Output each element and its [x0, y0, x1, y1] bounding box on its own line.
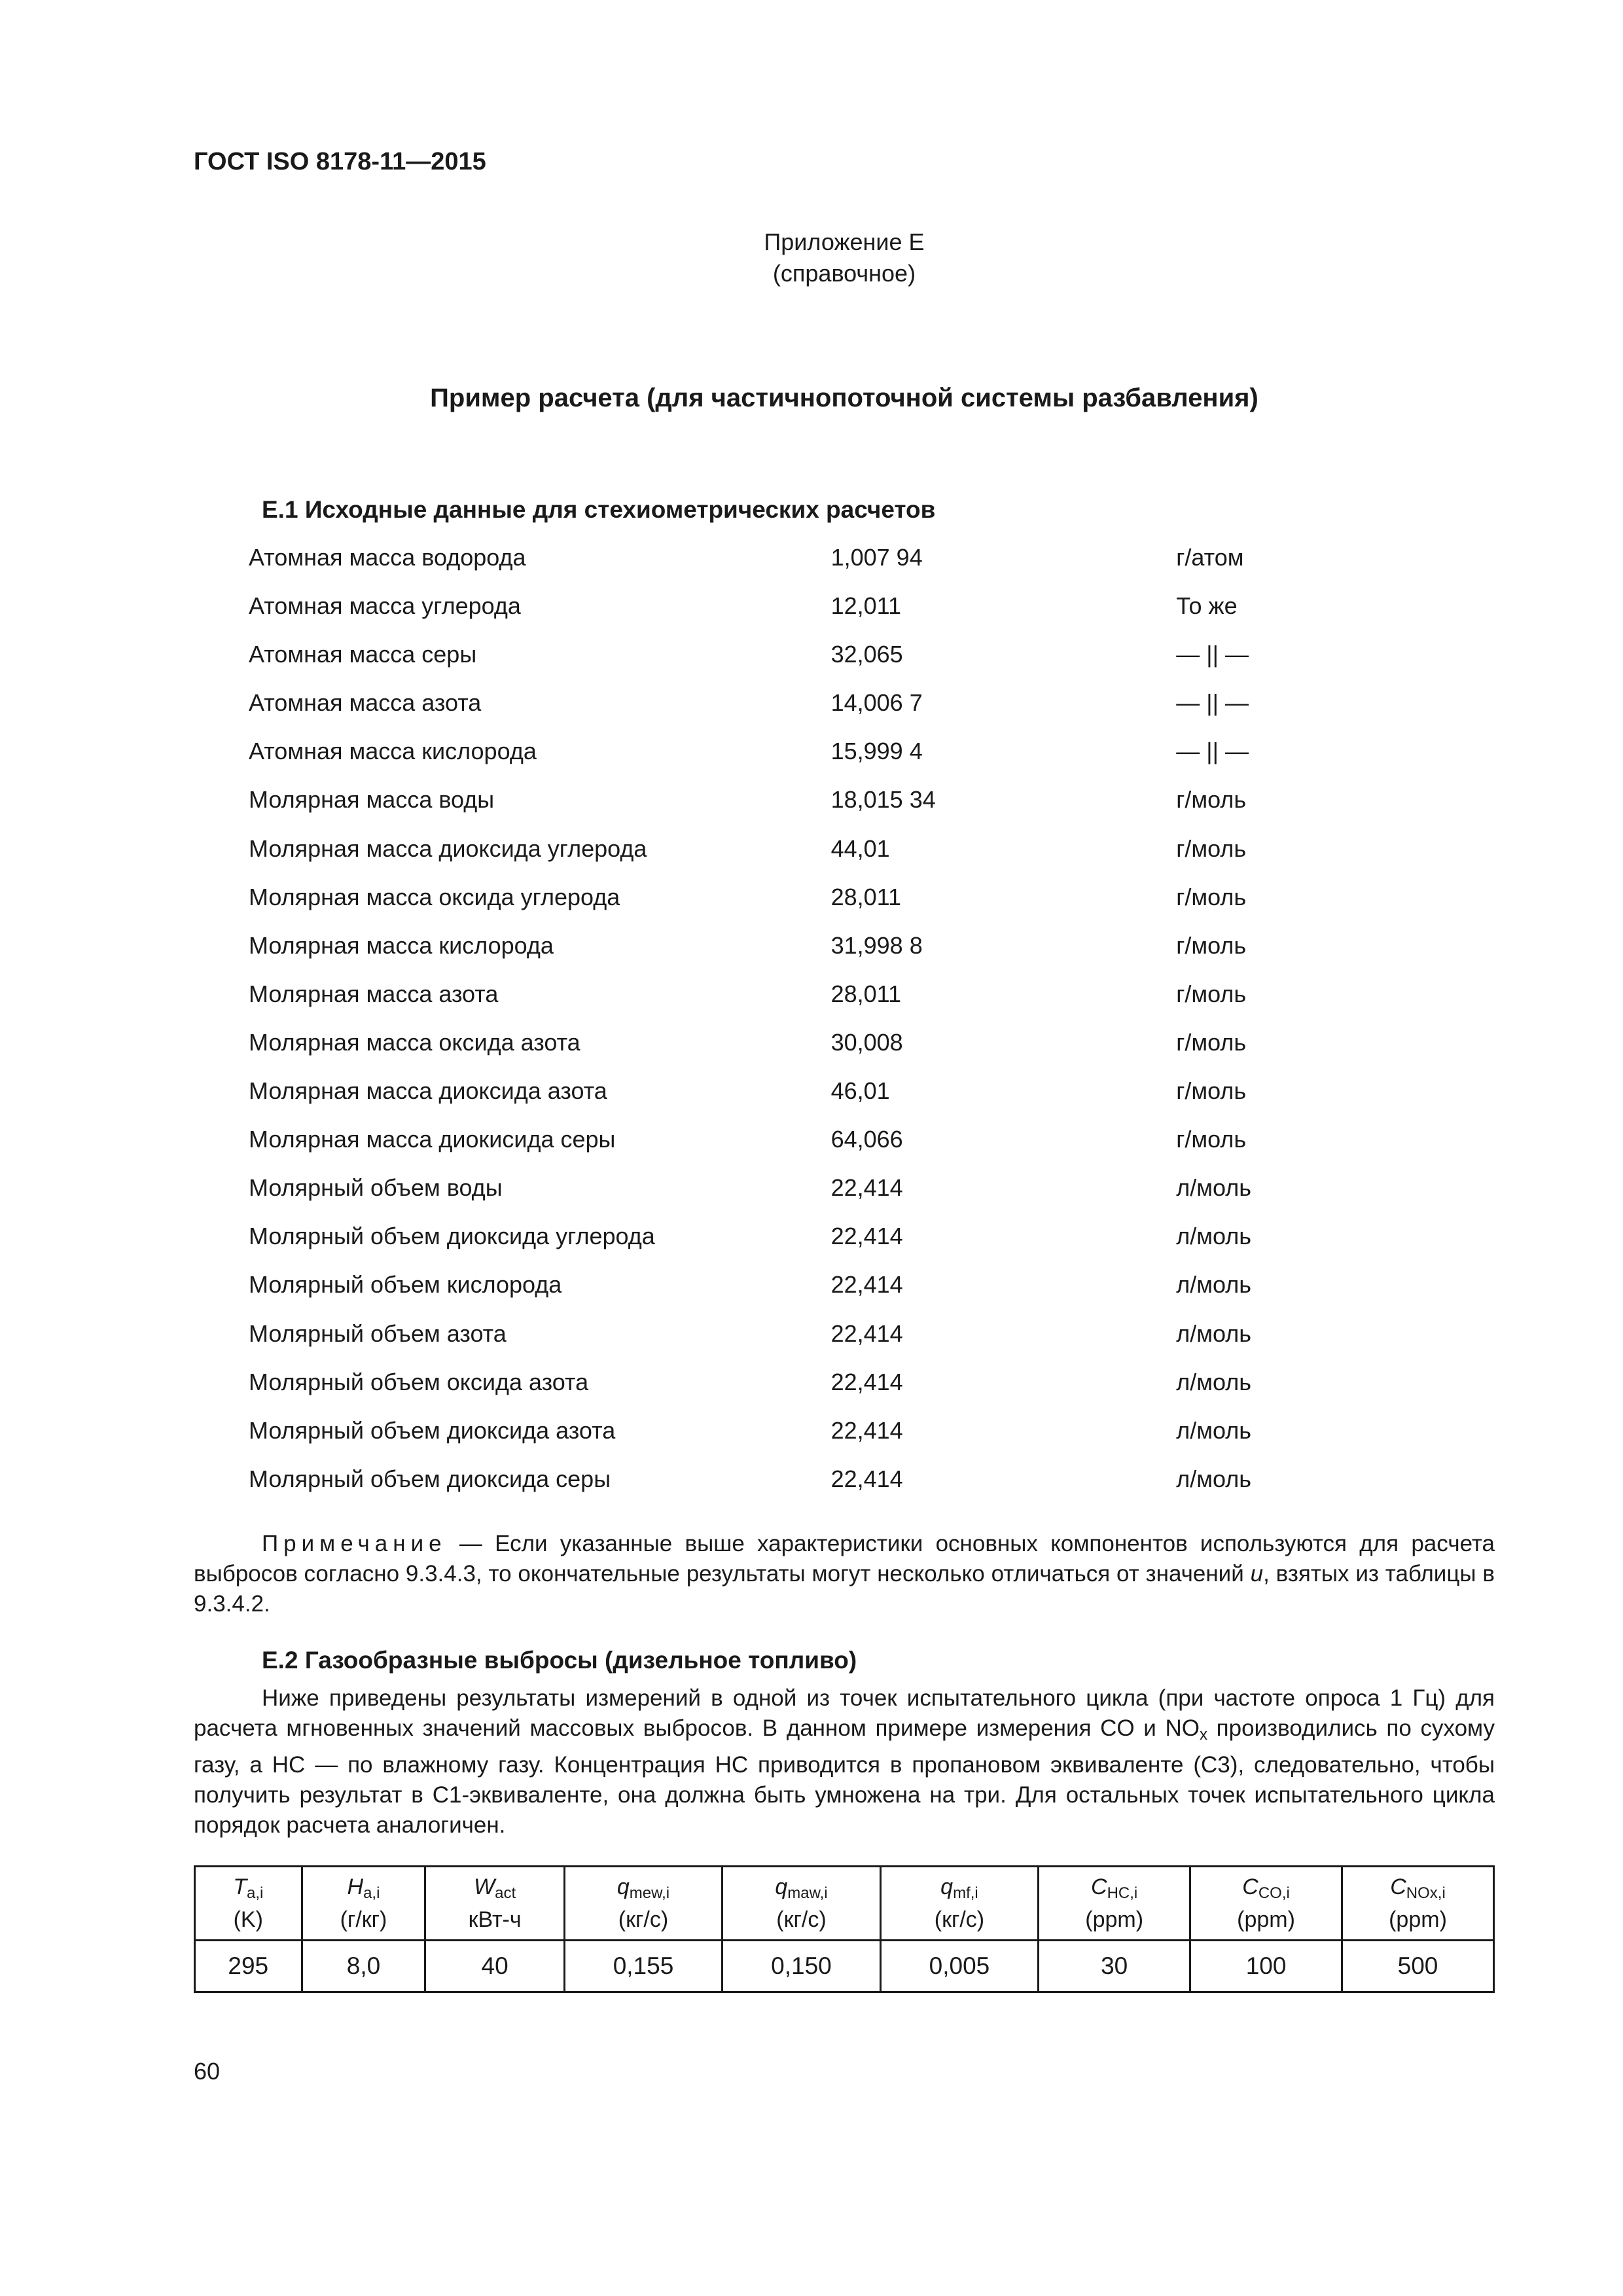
column-subscript: maw,i [787, 1884, 828, 1902]
section-e2-text-1: Ниже приведены результаты измерений в одной из точек испытательного цикла (при частоте опроса 1 Гц) для расчета мгновенных значений массовых выбросов. В данном примере измерения CO и NO [194, 1685, 1495, 1741]
table-cell: 295 [195, 1941, 302, 1992]
column-subscript: NOx,i [1406, 1884, 1446, 1902]
column-symbol: q [940, 1874, 954, 1899]
column-unit: (ppm) [1085, 1907, 1144, 1932]
constant-value: 28,011 [830, 883, 902, 910]
constant-value: 46,01 [830, 1077, 890, 1105]
constant-unit: л/моль [1176, 1465, 1252, 1492]
column-unit: (кг/с) [776, 1907, 827, 1932]
note-text: — Если указанные выше характеристики основных компонентов используются для расчета выбросов согласно 9.3.4.3, то окончательные результаты могут несколько отличаться от значений [194, 1531, 1495, 1587]
measurement-table [194, 1865, 1495, 1993]
column-header [1342, 1867, 1494, 1941]
constant-unit: — || — [1176, 641, 1249, 668]
constant-unit: — || — [1176, 689, 1249, 717]
constant-value: 32,065 [830, 641, 903, 668]
list-item [249, 882, 1361, 930]
column-subscript: act [495, 1884, 516, 1902]
constant-unit: г/моль [1176, 1077, 1247, 1105]
section-e1-heading: Е.1 Исходные данные для стехиометрических расчетов [262, 496, 936, 523]
column-header [195, 1867, 302, 1941]
constant-unit: л/моль [1176, 1223, 1252, 1250]
list-item [249, 930, 1361, 978]
constant-name: Молярный объем оксида азота [249, 1368, 589, 1395]
column-unit: кВт-ч [468, 1907, 522, 1932]
constant-name: Атомная масса углерода [249, 592, 521, 620]
note-variable: u [1250, 1561, 1264, 1587]
column-header [722, 1867, 880, 1941]
column-unit: (K) [233, 1907, 263, 1932]
list-item [249, 784, 1361, 833]
constant-value: 14,006 7 [830, 689, 923, 717]
column-subscript: mew,i [629, 1884, 670, 1902]
constant-unit: г/атом [1176, 544, 1244, 571]
list-item [249, 1027, 1361, 1075]
note-label: Примечание [262, 1531, 447, 1556]
constant-value: 22,414 [830, 1174, 903, 1202]
constant-unit: л/моль [1176, 1319, 1252, 1347]
constant-unit: г/моль [1176, 786, 1247, 814]
constant-name: Молярная масса диоксида азота [249, 1077, 607, 1105]
list-item [249, 687, 1361, 736]
list-item [249, 833, 1361, 882]
constant-unit: л/моль [1176, 1174, 1252, 1202]
constant-value: 22,414 [830, 1223, 903, 1250]
column-header [1039, 1867, 1190, 1941]
column-unit: (ppm) [1237, 1907, 1295, 1932]
table-cell: 0,155 [564, 1941, 722, 1992]
list-item [249, 1367, 1361, 1415]
column-unit: (кг/с) [618, 1907, 669, 1932]
list-item [249, 639, 1361, 687]
list-item [249, 590, 1361, 639]
constant-value: 30,008 [830, 1028, 903, 1056]
list-item [249, 1463, 1361, 1512]
table-cell: 40 [425, 1941, 564, 1992]
column-symbol: q [616, 1874, 630, 1899]
appendix-kind: (справочное) [772, 260, 916, 287]
constant-value: 12,011 [830, 592, 902, 620]
constant-unit: г/моль [1176, 883, 1247, 910]
list-item [249, 1124, 1361, 1172]
note-paragraph [194, 1529, 1495, 1619]
constant-name: Атомная масса кислорода [249, 738, 537, 765]
document-header: ГОСТ ISO 8178-11—2015 [194, 148, 486, 175]
column-header [564, 1867, 722, 1941]
constant-unit: г/моль [1176, 980, 1247, 1007]
list-item [249, 736, 1361, 784]
table-header-row [195, 1867, 1494, 1941]
column-unit: (ppm) [1389, 1907, 1447, 1932]
constant-unit: г/моль [1176, 834, 1247, 862]
constant-name: Молярный объем воды [249, 1174, 503, 1202]
constant-name: Молярная масса азота [249, 980, 499, 1007]
list-item [249, 1269, 1361, 1318]
list-item [249, 542, 1361, 590]
table-cell: 500 [1342, 1941, 1494, 1992]
list-item [249, 1318, 1361, 1367]
section-e2-paragraph [194, 1683, 1495, 1840]
constant-name: Атомная масса водорода [249, 544, 526, 571]
constant-name: Молярный объем кислорода [249, 1271, 562, 1299]
constant-name: Атомная масса серы [249, 641, 477, 668]
constant-unit: л/моль [1176, 1271, 1252, 1299]
constant-unit: л/моль [1176, 1416, 1252, 1444]
constant-unit: То же [1176, 592, 1238, 620]
constants-list [249, 542, 1361, 1512]
column-subscript: CO,i [1258, 1884, 1290, 1902]
table-row [195, 1941, 1494, 1992]
page-number: 60 [194, 2058, 221, 2085]
list-item [249, 1172, 1361, 1221]
constant-name: Молярная масса диокисида серы [249, 1126, 616, 1153]
constant-value: 22,414 [830, 1319, 903, 1347]
constant-name: Атомная масса азота [249, 689, 482, 717]
list-item [249, 1221, 1361, 1269]
constant-unit: — || — [1176, 738, 1249, 765]
column-subscript: a,i [246, 1884, 264, 1902]
constant-unit: г/моль [1176, 1126, 1247, 1153]
column-symbol: C [1242, 1874, 1258, 1899]
list-item [249, 1075, 1361, 1124]
table-cell: 8,0 [302, 1941, 425, 1992]
list-item [249, 1415, 1361, 1463]
constant-value: 22,414 [830, 1465, 903, 1492]
column-symbol: H [347, 1874, 364, 1899]
column-symbol: q [775, 1874, 788, 1899]
column-subscript: a,i [363, 1884, 380, 1902]
constant-name: Молярный объем азота [249, 1319, 507, 1347]
column-symbol: W [474, 1874, 495, 1899]
list-item [249, 978, 1361, 1027]
constant-name: Молярная масса диоксида углерода [249, 834, 647, 862]
section-e2-text-2: производились по сухому газу, а HC — по влажному газу. Концентрация HC приводится в пропановом эквиваленте (С3), следовательно, чтобы получить результат в С1-эквиваленте, она должна быть умножена на три. Для остальных точек испытательного цикла порядок расчета аналогичен. [194, 1715, 1495, 1838]
constant-name: Молярная масса оксида углерода [249, 883, 620, 910]
constant-value: 31,998 8 [830, 931, 923, 959]
note-tail: , взятых из таблицы в 9.3.4.2. [194, 1561, 1495, 1617]
constant-value: 22,414 [830, 1368, 903, 1395]
appendix-title: Приложение Е [764, 228, 925, 255]
column-symbol: C [1390, 1874, 1406, 1899]
constant-name: Молярный объем диоксида углерода [249, 1223, 655, 1250]
example-title: Пример расчета (для частичнопоточной системы разбавления) [430, 384, 1258, 412]
column-subscript: HC,i [1107, 1884, 1138, 1902]
table-cell: 0,150 [722, 1941, 880, 1992]
column-subscript: mf,i [953, 1884, 978, 1902]
section-e2-subscript: x [1200, 1726, 1208, 1744]
constant-value: 18,015 34 [830, 786, 936, 814]
column-header [1190, 1867, 1342, 1941]
column-symbol: C [1091, 1874, 1107, 1899]
constant-value: 1,007 94 [830, 544, 923, 571]
constant-value: 64,066 [830, 1126, 903, 1153]
constant-name: Молярная масса кислорода [249, 931, 554, 959]
constant-value: 22,414 [830, 1416, 903, 1444]
column-header [302, 1867, 425, 1941]
constant-value: 28,011 [830, 980, 902, 1007]
constant-unit: л/моль [1176, 1368, 1252, 1395]
column-unit: (г/кг) [340, 1907, 387, 1932]
section-e2-heading: Е.2 Газообразные выбросы (дизельное топливо) [262, 1647, 857, 1674]
constant-name: Молярная масса воды [249, 786, 495, 814]
table-cell: 30 [1039, 1941, 1190, 1992]
constant-name: Молярный объем диоксида серы [249, 1465, 611, 1492]
column-header [425, 1867, 564, 1941]
column-symbol: T [233, 1874, 247, 1899]
appendix-heading [0, 226, 1623, 289]
constant-unit: г/моль [1176, 931, 1247, 959]
constant-value: 15,999 4 [830, 738, 923, 765]
column-unit: (кг/с) [934, 1907, 985, 1932]
column-header [880, 1867, 1038, 1941]
table-cell: 0,005 [880, 1941, 1038, 1992]
constant-name: Молярный объем диоксида азота [249, 1416, 616, 1444]
constant-value: 22,414 [830, 1271, 903, 1299]
constant-value: 44,01 [830, 834, 890, 862]
constant-name: Молярная масса оксида азота [249, 1028, 580, 1056]
constant-unit: г/моль [1176, 1028, 1247, 1056]
table-cell: 100 [1190, 1941, 1342, 1992]
